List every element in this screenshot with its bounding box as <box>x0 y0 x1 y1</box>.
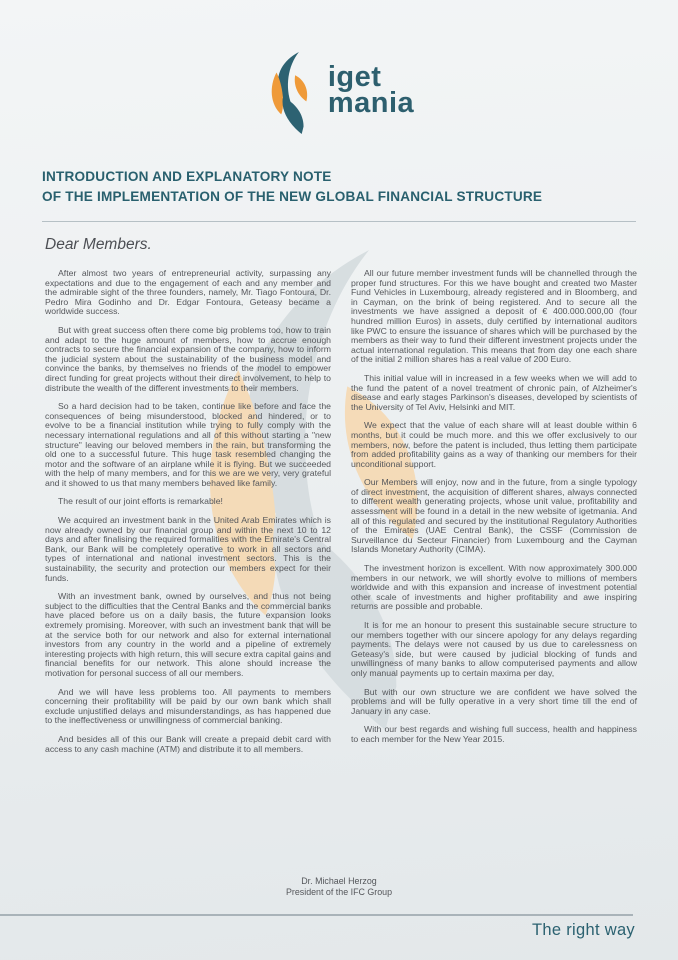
title-divider <box>42 221 636 222</box>
paragraph: After almost two years of entrepreneurial activity, surpassing any expectations and due to the engagement of each and any member and the admirable sight of the three founders, namely, Mr. Tiago Fontoura, Dr. Pedro Mira Godinho and Dr. Edgar Fontoura, Geteasy became a worldwide success. <box>45 268 331 317</box>
paragraph: Our Members will enjoy, now and in the future, from a single typology of direct investment, the acquisition of different shares, always connected to different wealth generating projects, whose unit value, profitability and assessment will be found in a detail in the new website of igetmania. And all of this regulated and secured by the institutional Regulatory Authorities of the Emirates (UAE Central Bank), the CSSF (Commission de Surveillance du Secteur Financier) from Luxembourg and the Cayman Islands Monetary Authority (CIMA). <box>351 477 637 555</box>
left-column <box>45 269 331 763</box>
signature-name: Dr. Michael Herzog <box>301 876 377 886</box>
salutation: Dear Members. <box>45 236 152 253</box>
paragraph: So a hard decision had to be taken, continue like before and face the consequences of being misunderstood, blocked and hindered, or to evolve to be a financial institution while trying to fully comply with the necessary international regulations and all of this without starting a "new structure" leaving our beloved members in the rain, but transforming the old one to a successful future. This huge task resembled changing the motor and the software of an airplane while it is flying. But we succeeded with the help of many members, and for this we are we very, very grateful and it showed to us that many members behaved like family. <box>45 401 331 488</box>
document-title <box>42 167 636 207</box>
company-logo <box>0 52 678 134</box>
flame-leaf-logo-icon <box>264 52 317 134</box>
paragraph: This initial value will in increased in a few weeks when we will add to the fund the patent of a novel treatment of chronic pain, of Alzheimer's disease and early stages Parkinson's diseases, developed by scientists of the University of Tel Aviv, Helsinki and MIT. <box>351 372 637 412</box>
letter-body <box>45 269 637 763</box>
paragraph: It is for me an honour to present this sustainable secure structure to our members together with our sincere apology for any delays regarding payments. The delays were not caused by us due to carelessness on Geteasy's side, but were caused by judicial blocking of funds and unwillingness of many banks to allow computerised payments and allow only manual payments up to certain maxima per day, <box>351 620 637 678</box>
logo-wordmark <box>327 52 415 119</box>
signature-title: President of the IFC Group <box>285 886 393 897</box>
title-line-2: OF THE IMPLEMENTATION OF THE NEW GLOBAL FINANCIAL STRUCTURE <box>42 189 543 204</box>
paragraph: And besides all of this our Bank will create a prepaid debit card with access to any cash machine (ATM) and distribute it to all members. <box>45 733 331 754</box>
paragraph: We expect that the value of each share will at least double within 6 months, but it could be much more. and this we offer exclusively to our members, now, before the patent is included, thus letting them participate from added profitability gains as a way of thanking our members for their unconditional support. <box>351 420 637 469</box>
paragraph: The investment horizon is excellent. With now approximately 300.000 members in our network, we will shortly evolve to millions of members worldwide and with this expansion and increase of investment potential other scale of investments and higher profitability and awe inspiring returns are possible and probable. <box>351 563 637 612</box>
footer-tagline: The right way <box>532 921 635 939</box>
right-column <box>351 269 637 763</box>
logo-word-2: mania <box>327 87 415 119</box>
paragraph: With our best regards and wishing full success, health and happiness to each member for the New Year 2015. <box>351 724 637 744</box>
paragraph: We acquired an investment bank in the United Arab Emirates which is now already owned by our financial group and within the next 10 to 12 days and after finalising the required formalities with the Emirate's Central Bank, our Bank will be completely operative to work in all sectors and types of international and national investment sectors. This is the sustainability, the security and protection our members expect for their funds. <box>45 515 331 583</box>
title-line-1: INTRODUCTION AND EXPLANATORY NOTE <box>42 169 332 184</box>
paragraph: And we will have less problems too. All payments to members concerning their profitability will be paid by our own bank which shall exclude unjustified delays and misunderstandings, as has happened due to the ineffectiveness or unwillingness of commercial banking. <box>45 686 331 726</box>
footer-divider <box>0 914 633 916</box>
paragraph: The result of our joint efforts is remarkable! <box>58 496 223 507</box>
paragraph: But with great success often there come big problems too, how to train and adapt to the huge amount of members, how to accrue enough contracts to secure the financial expansion of the company, how to inform the judicial system about the sustainability of the business model and convince the banks, by themselves no friends of the model to empower direct funding for great projects without their direct involvement, to help to distribute the wealth of the different investments to their members. <box>45 324 331 393</box>
signature-block <box>0 876 678 897</box>
paragraph: All our future member investment funds will be channelled through the proper fund structures. For this we have bought and created two Master Fund Vehicles in Luxembourg, already registered and in Bloomberg, and in Cayman, on the brink of being registered. And to secure all the investments we have assigned a deposit of € 400.000.000,00 (four hundred million Euros) in assets, duly certified by international auditors like PWC to ensure the issuance of shares which will be purchased by the members as their way to fund their different investment projects under the actual international regulation. This means that from day one each share of the initial 2 million shares has a real value of 200 Euro. <box>351 268 637 365</box>
logo-word-1: iget <box>327 61 382 93</box>
paragraph: With an investment bank, owned by ourselves, and thus not being subject to the difficulties that the Central Banks and the commercial banks have placed before us on a daily basis, the future expansion looks extremely promising. Moreover, with such an investment bank that will be at the service both for our network and also for external international investors from any country in the world and a pipeline of extremely interesting projects with high return, this will secure extra capital gains and financial benefits for our network. This alone should increase the motivation for personal success of all our members. <box>45 591 331 678</box>
paragraph: But with our own structure we are confident we have solved the problems and will be fully operative in a very short time till the end of January in any case. <box>351 686 637 716</box>
